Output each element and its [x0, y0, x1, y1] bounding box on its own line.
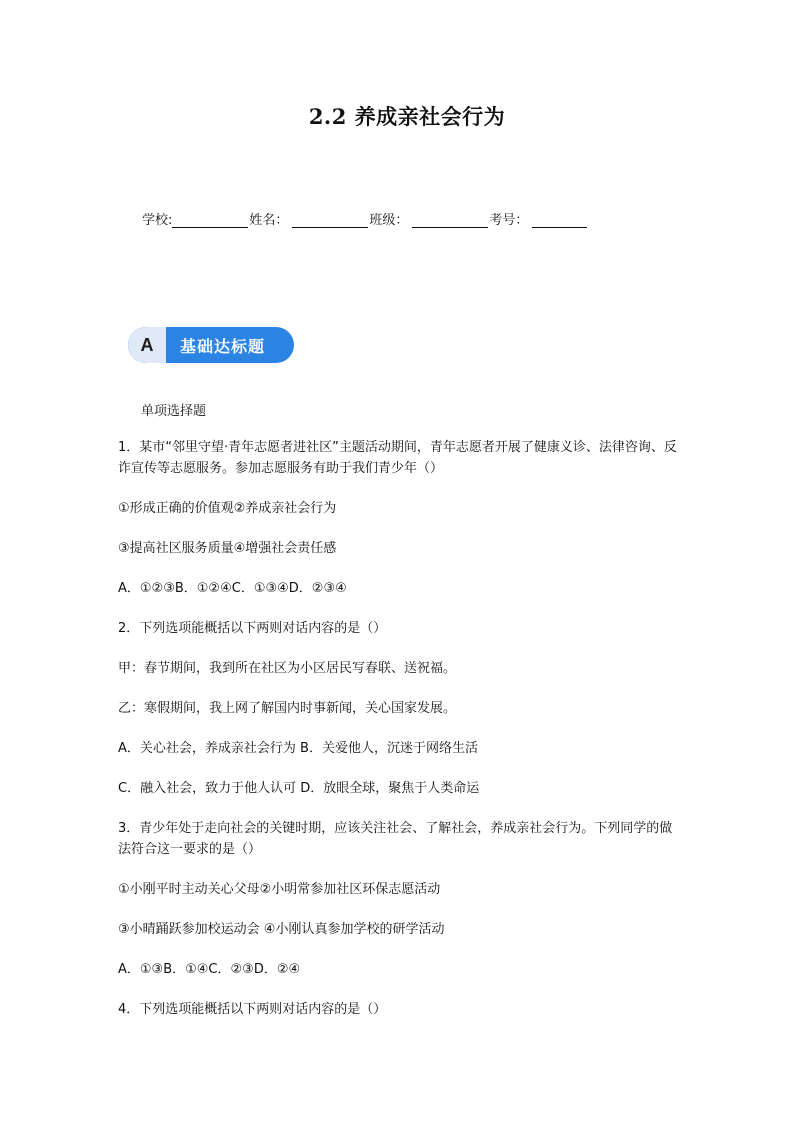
question-1-stem: 1．某市“邻里守望·青年志愿者进社区”主题活动期间，青年志愿者开展了健康义诊、法律咨询、反诈宣传等志愿服务。参加志愿服务有助于我们青少年（） [118, 440, 677, 476]
question-2-options: A．关心社会，养成亲社会行为 B．关爱他人，沉迷于网络生活 [118, 741, 478, 756]
school-label: 学校: [142, 213, 173, 228]
question-1-item: ③提高社区服务质量④增强社会责任感 [118, 541, 337, 556]
student-info-row [142, 209, 588, 228]
school-blank[interactable] [172, 213, 248, 228]
name-blank[interactable] [292, 213, 368, 228]
question-list [118, 437, 683, 1039]
question-3-item: ①小刚平时主动关心父母②小明常参加社区环保志愿活动 [118, 882, 441, 897]
question-2-item: 甲：春节期间，我到所在社区为小区居民写春联、送祝福。 [118, 661, 457, 676]
class-label: 班级： [369, 213, 409, 228]
question-2-item: 乙：寒假期间，我上网了解国内时事新闻，关心国家发展。 [118, 701, 457, 716]
question-4-stem: 4．下列选项能概括以下两则对话内容的是（） [118, 1002, 387, 1017]
question-3-item: ③小晴踊跃参加校运动会 ④小刚认真参加学校的研学活动 [118, 922, 445, 937]
number-label: 考号： [489, 213, 529, 228]
question-3-options: A．①③B．①④C．②③D．②④ [118, 962, 301, 977]
section-badge [128, 327, 294, 363]
name-label: 姓名： [249, 213, 289, 228]
class-blank[interactable] [412, 213, 488, 228]
question-1-item: ①形成正确的价值观②养成亲社会行为 [118, 501, 337, 516]
section-label: 基础达标题 [180, 336, 266, 356]
question-3-stem: 3．青少年处于走向社会的关键时期，应该关注社会、了解社会，养成亲社会行为。下列同学的做法符合这一要求的是（） [118, 821, 673, 857]
question-1-options: A．①②③B．①②④C．①③④D．②③④ [118, 581, 347, 596]
question-2-options: C．融入社会，致力于他人认可 D．放眼全球，聚焦于人类命运 [118, 781, 480, 796]
question-2-stem: 2．下列选项能概括以下两则对话内容的是（） [118, 621, 387, 636]
section-letter: A [140, 334, 154, 355]
page-title: 2.2 养成亲社会行为 [308, 104, 506, 129]
section-letter-box [128, 327, 166, 363]
question-type-heading: 单项选择题 [141, 404, 207, 419]
number-blank[interactable] [532, 213, 587, 228]
